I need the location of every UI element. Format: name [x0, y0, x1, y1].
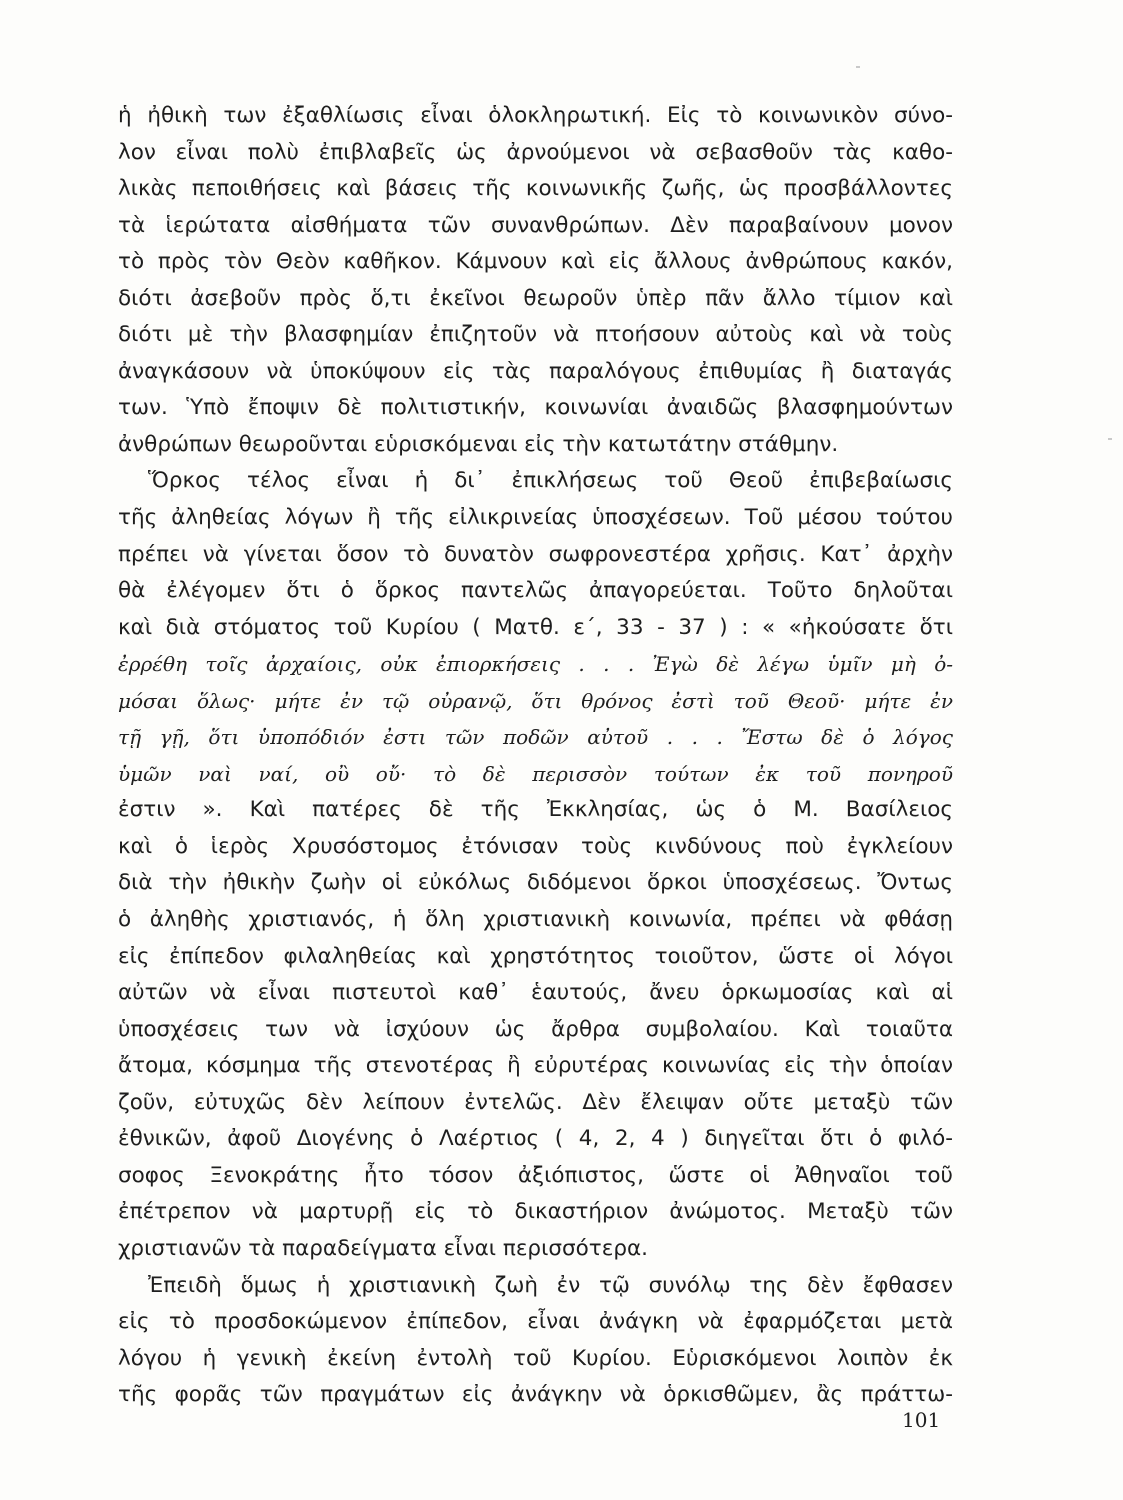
paper-speck: [856, 66, 860, 68]
text-line: ἀναγκάσουν νὰ ὑποκύψουν εἰς τὰς παραλόγους ἐπιθυμίας ἢ διαταγάς: [118, 358, 953, 384]
text-line: λικὰς πεποιθήσεις καὶ βάσεις τῆς κοινωνικῆς ζωῆς, ὡς προσβάλλοντες: [118, 176, 953, 202]
text-line: λον εἶναι πολὺ ἐπιβλαβεῖς ὡς ἀρνούμενοι νὰ σεβασθοῦν τὰς καθο-: [118, 139, 953, 165]
text-line: των. Ὑπὸ ἔποψιν δὲ πολιτιστικήν, κοινωνίαι ἀναιδῶς βλασφημούντων: [118, 395, 953, 421]
text-line: τὰ ἱερώτατα αἰσθήματα τῶν συνανθρώπων. Δὲν παραβαίνουν μονον: [118, 212, 953, 238]
text-line: θὰ ἐλέγομεν ὅτι ὁ ὅρκος παντελῶς ἀπαγορεύεται. Τοῦτο δηλοῦται: [118, 578, 953, 604]
text-line: εἰς ἐπίπεδον φιλαληθείας καὶ χρηστότητος τοιοῦτον, ὥστε οἱ λόγοι: [118, 943, 953, 969]
text-line: τῆς φορᾶς τῶν πραγμάτων εἰς ἀνάγκην νὰ ὁρκισθῶμεν, ἂς πράττω-: [118, 1382, 953, 1408]
text-line: τῆς ἀληθείας λόγων ἢ τῆς εἰλικρινείας ὑποσχέσεων. Τοῦ μέσου τούτου: [118, 505, 953, 531]
body-text: [118, 98, 953, 1414]
paragraph-start-line: Ὅρκος τέλος εἶναι ἡ δι᾿ ἐπικλήσεως τοῦ Θεοῦ ἐπιβεβαίωσις: [148, 468, 953, 494]
text-line: τὸ πρὸς τὸν Θεὸν καθῆκον. Κάμνουν καὶ εἰς ἄλλους ἀνθρώπους κακόν,: [118, 249, 953, 275]
paragraph-end-line: ἀνθρώπων θεωροῦνται εὑρισκόμεναι εἰς τὴν κατωτάτην στάθμην.: [118, 431, 839, 457]
text-line: διὰ τὴν ἠθικὴν ζωὴν οἱ εὐκόλως διδόμενοι ὅρκοι ὑποσχέσεως. Ὄντως: [118, 870, 953, 896]
text-line: ἐθνικῶν, ἀφοῦ Διογένης ὁ Λαέρτιος ( 4, 2, 4 ) διηγεῖται ὅτι ὁ φιλό-: [118, 1126, 953, 1152]
text-line: ἄτομα, κόσμημα τῆς στενοτέρας ἢ εὐρυτέρας κοινωνίας εἰς τὴν ὁποίαν: [118, 1053, 953, 1079]
text-line: ἐπέτρεπον νὰ μαρτυρῇ εἰς τὸ δικαστήριον ἀνώμοτος. Μεταξὺ τῶν: [118, 1199, 953, 1225]
paper-speck: [1108, 438, 1112, 440]
text-line: καὶ ὁ ἱερὸς Χρυσόστομος ἐτόνισαν τοὺς κινδύνους ποὺ ἐγκλείουν: [118, 833, 953, 859]
text-line: σοφος Ξενοκράτης ἦτο τόσον ἀξιόπιστος, ὥστε οἱ Ἀθηναῖοι τοῦ: [118, 1162, 953, 1188]
text-line: ζοῦν, εὐτυχῶς δὲν λείπουν ἐντελῶς. Δὲν ἔλειψαν οὔτε μεταξὺ τῶν: [118, 1089, 953, 1115]
quotation-line: ἐρρέθη τοῖς ἀρχαίοις, οὐκ ἐπιορκήσεις . . . Ἐγὼ δὲ λέγω ὑμῖν μὴ ὀ-: [118, 652, 953, 677]
text-line: ὑποσχέσεις των νὰ ἰσχύουν ὡς ἄρθρα συμβολαίου. Καὶ τοιαῦτα: [118, 1016, 953, 1042]
text-line: ὁ ἀληθὴς χριστιανός, ἡ ὅλη χριστιανικὴ κοινωνία, πρέπει νὰ φθάσῃ: [118, 907, 953, 933]
paragraph-start-line: Ἐπειδὴ ὅμως ἡ χριστιανικὴ ζωὴ ἐν τῷ συνόλῳ της δὲν ἔφθασεν: [148, 1272, 953, 1298]
text-line: καὶ διὰ στόματος τοῦ Κυρίου ( Ματθ. ε΄, 33 - 37 ) : « «ἠκούσατε ὅτι: [118, 614, 953, 640]
text-line: εἰς τὸ προσδοκώμενον ἐπίπεδον, εἶναι ἀνάγκη νὰ ἐφαρμόζεται μετὰ: [118, 1309, 953, 1335]
text-line: πρέπει νὰ γίνεται ὅσον τὸ δυνατὸν σωφρονεστέρα χρῆσις. Κατ᾿ ἀρχὴν: [118, 541, 953, 567]
text-line: αὐτῶν νὰ εἶναι πιστευτοὶ καθ᾿ ἑαυτούς, ἄνευ ὁρκωμοσίας καὶ αἱ: [118, 980, 953, 1006]
text-line: ἐστιν ». Καὶ πατέρες δὲ τῆς Ἐκκλησίας, ὡς ὁ Μ. Βασίλειος: [118, 797, 953, 823]
quotation-line: μόσαι ὅλως· μήτε ἐν τῷ οὐρανῷ, ὅτι θρόνος ἐστὶ τοῦ Θεοῦ· μήτε ἐν: [118, 688, 953, 713]
paragraph-end-line: χριστιανῶν τὰ παραδείγματα εἶναι περισσότερα.: [118, 1235, 648, 1261]
page-number: 101: [902, 1408, 941, 1432]
text-line: διότι μὲ τὴν βλασφημίαν ἐπιζητοῦν νὰ πτοήσουν αὐτοὺς καὶ νὰ τοὺς: [118, 322, 953, 348]
text-line: λόγου ἡ γενικὴ ἐκείνη ἐντολὴ τοῦ Κυρίου. Εὑρισκόμενοι λοιπὸν ἐκ: [118, 1345, 953, 1371]
quotation-line: ὑμῶν ναὶ ναί, οὒ οὔ· τὸ δὲ περισσὸν τούτων ἐκ τοῦ πονηροῦ: [118, 761, 953, 786]
text-line: ἡ ἠθικὴ των ἐξαθλίωσις εἶναι ὁλοκληρωτική. Εἰς τὸ κοινωνικὸν σύνο-: [118, 103, 953, 128]
text-line: διότι ἀσεβοῦν πρὸς ὅ,τι ἐκεῖνοι θεωροῦν ὑπὲρ πᾶν ἄλλο τίμιον καὶ: [118, 285, 953, 311]
quotation-line: τῇ γῇ, ὅτι ὑποπόδιόν ἐστι τῶν ποδῶν αὐτοῦ . . . Ἔστω δὲ ὁ λόγος: [118, 725, 953, 750]
